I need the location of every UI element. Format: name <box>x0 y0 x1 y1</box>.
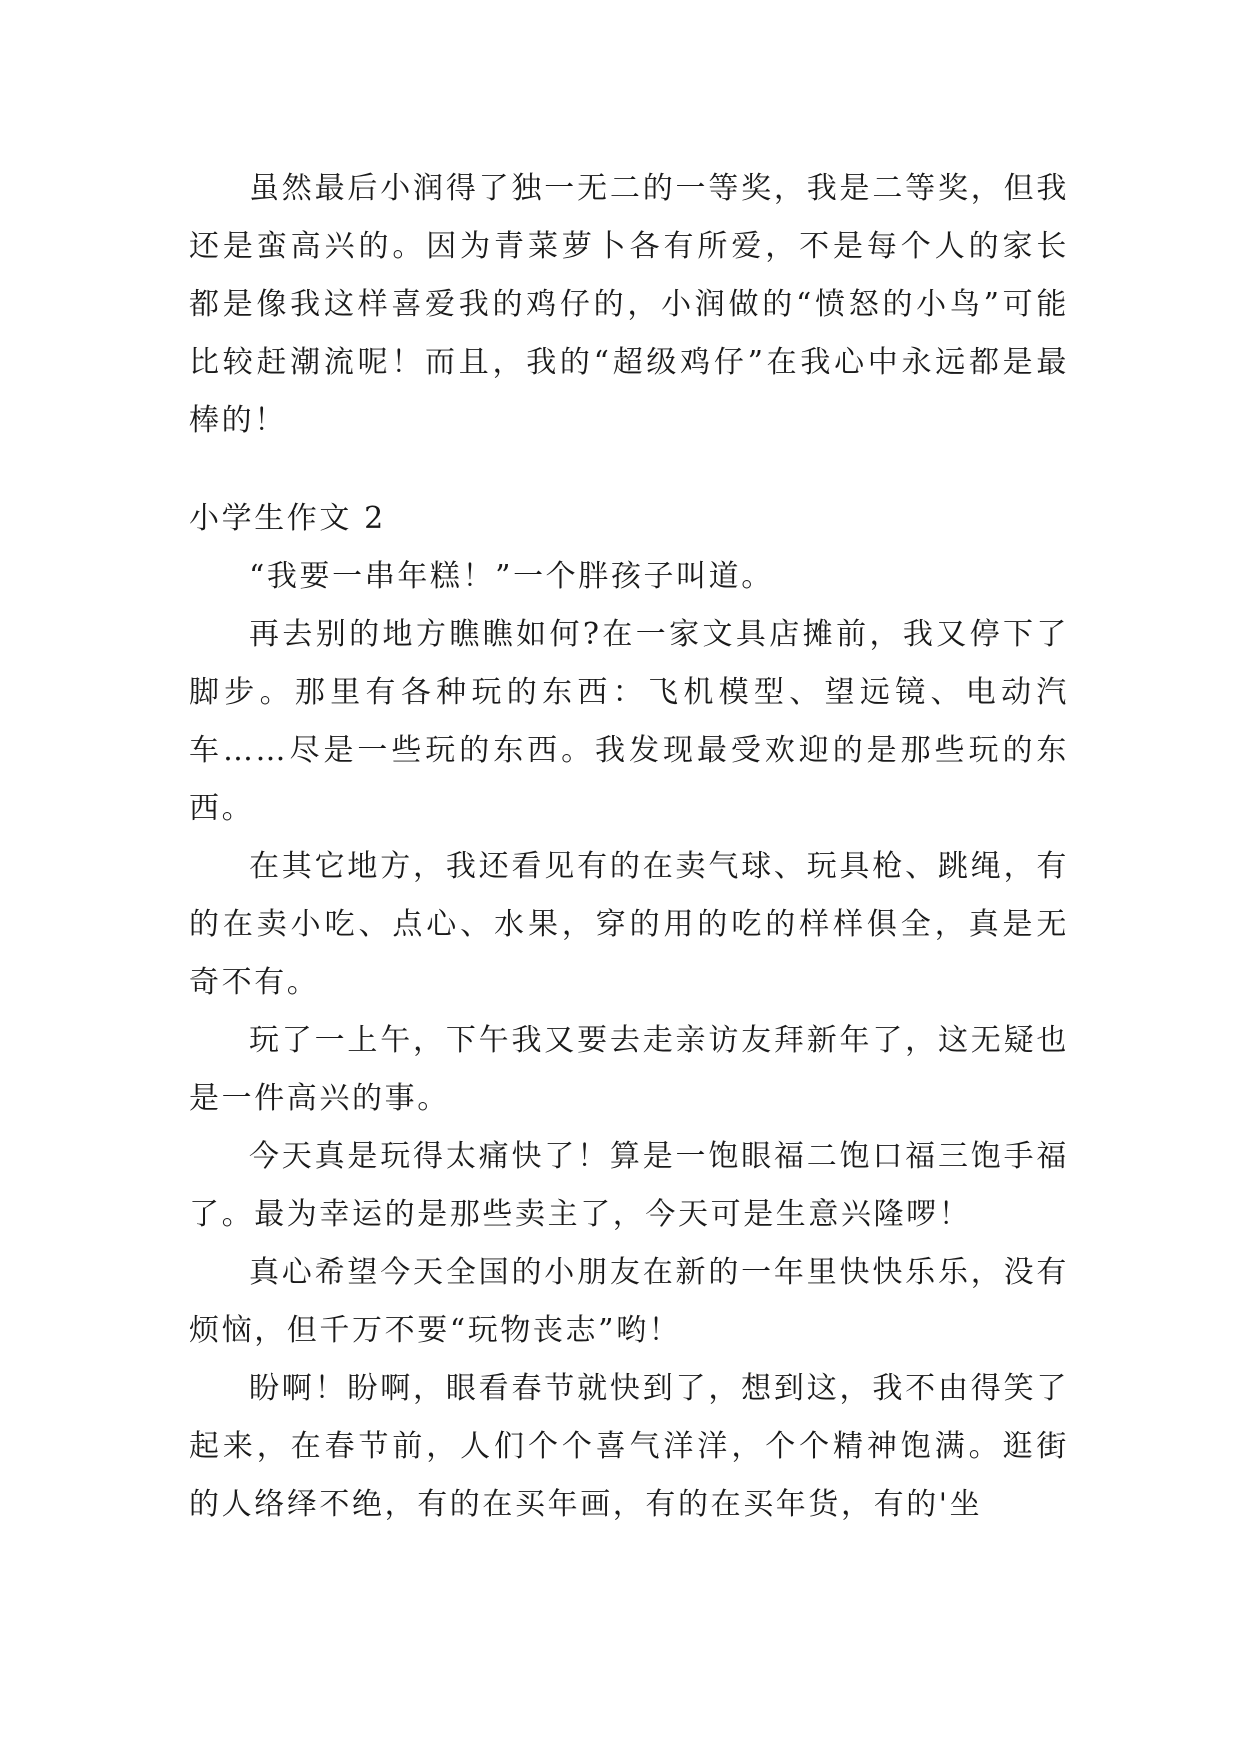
paragraph: 虽然最后小润得了独一无二的一等奖，我是二等奖，但我还是蛮高兴的。因为青菜萝卜各有所爱，不是每个人的家长都是像我这样喜爱我的鸡仔的，小润做的“愤怒的小鸟”可能比较赶潮流呢！而且，我的“超级鸡仔”在我心中永远都是最棒的！ <box>189 171 1069 438</box>
document-body <box>189 160 1069 1534</box>
paragraph: 今天真是玩得太痛快了！算是一饱眼福二饱口福三饱手福了。最为幸运的是那些卖主了，今天可是生意兴隆啰！ <box>189 1139 1069 1232</box>
paragraph: 再去别的地方瞧瞧如何?在一家文具店摊前，我又停下了脚步。那里有各种玩的东西：飞机模型、望远镜、电动汽车……尽是一些玩的东西。我发现最受欢迎的是那些玩的东西。 <box>189 617 1069 826</box>
section-title: 小学生作文 2 <box>189 501 386 536</box>
paragraph: 盼啊！盼啊，眼看春节就快到了，想到这，我不由得笑了起来，在春节前，人们个个喜气洋洋，个个精神饱满。逛街的人络绎不绝，有的在买年画，有的在买年货，有的'坐 <box>189 1371 1069 1522</box>
paragraph: 真心希望今天全国的小朋友在新的一年里快快乐乐，没有烦恼，但千万不要“玩物丧志”哟！ <box>189 1255 1069 1348</box>
paragraph: 玩了一上午，下午我又要去走亲访友拜新年了，这无疑也是一件高兴的事。 <box>189 1023 1069 1116</box>
paragraph: 在其它地方，我还看见有的在卖气球、玩具枪、跳绳，有的在卖小吃、点心、水果，穿的用的吃的样样俱全，真是无奇不有。 <box>189 849 1069 1000</box>
paragraph: “我要一串年糕！”一个胖孩子叫道。 <box>249 559 774 594</box>
